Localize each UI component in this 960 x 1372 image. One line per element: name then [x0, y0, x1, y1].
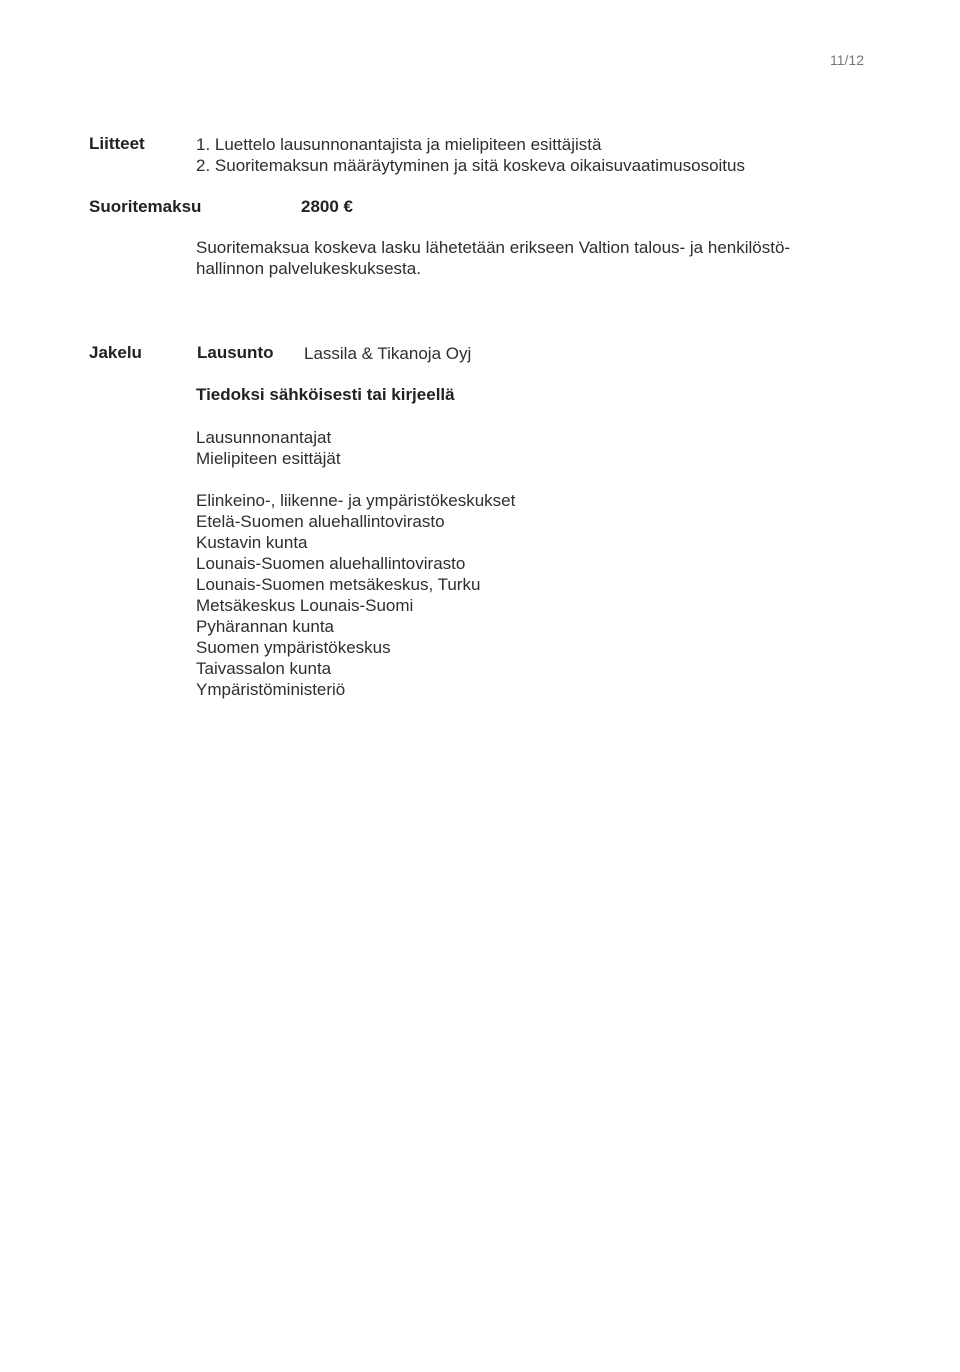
recipient-item: Ympäristöministeriö	[196, 680, 346, 699]
recipient-item: Lounais-Suomen metsäkeskus, Turku	[196, 575, 481, 594]
recipient-item: Elinkeino-, liikenne- ja ympäristökeskukset	[196, 491, 516, 510]
statement-label: Lausunto	[197, 343, 274, 362]
recipient-item: Pyhärannan kunta	[196, 617, 334, 636]
page-number: 11/12	[830, 52, 864, 68]
attachments-heading: Liitteet	[89, 134, 145, 153]
attachment-item: 2. Suoritemaksun määräytyminen ja sitä koskeva oikaisuvaatimusosoitus	[196, 156, 745, 175]
recipient-item: Metsäkeskus Lounais-Suomi	[196, 596, 414, 615]
distribution-heading: Jakelu	[89, 343, 142, 362]
recipient-group-1	[196, 427, 341, 469]
fee-amount: 2800 €	[301, 197, 353, 216]
statement-recipient: Lassila & Tikanoja Oyj	[304, 344, 472, 363]
fee-note-line: Suoritemaksua koskeva lasku lähetetään erikseen Valtion talous- ja henkilöstö-	[196, 238, 791, 257]
attachments-list	[196, 134, 745, 176]
recipient-item: Lausunnonantajat	[196, 428, 332, 447]
recipient-item: Kustavin kunta	[196, 533, 308, 552]
recipient-item: Suomen ympäristökeskus	[196, 638, 391, 657]
recipient-group-2	[196, 490, 515, 700]
recipient-item: Lounais-Suomen aluehallintovirasto	[196, 554, 466, 573]
recipient-item: Taivassalon kunta	[196, 659, 332, 678]
recipient-item: Mielipiteen esittäjät	[196, 449, 341, 468]
fee-heading: Suoritemaksu	[89, 197, 202, 216]
info-heading: Tiedoksi sähköisesti tai kirjeellä	[196, 385, 455, 404]
fee-note	[196, 237, 846, 279]
fee-note-line: hallinnon palvelukeskuksesta.	[196, 259, 421, 278]
attachment-item: 1. Luettelo lausunnonantajista ja mielipiteen esittäjistä	[196, 135, 602, 154]
recipient-item: Etelä-Suomen aluehallintovirasto	[196, 512, 445, 531]
